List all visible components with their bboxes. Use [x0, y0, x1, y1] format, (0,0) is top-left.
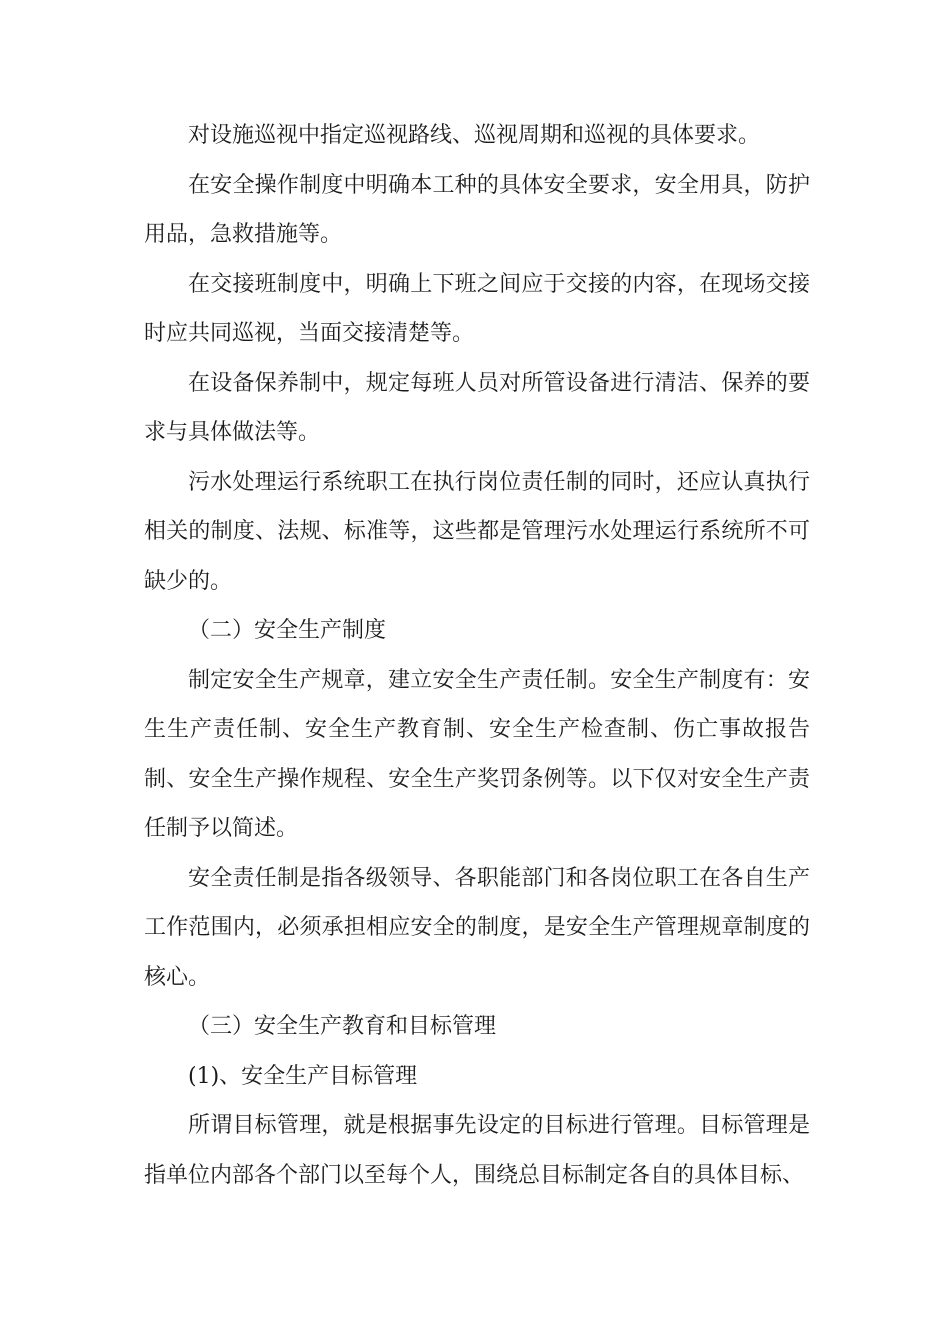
heading-section-3: （三）安全生产教育和目标管理 — [188, 1014, 497, 1039]
paragraph-sewage-staff: 污水处理运行系统职工在执行岗位责任制的同时，还应认真执行相关的制度、法规、标准等，这些都是管理污水处理运行系统所不可缺少的。 — [144, 469, 810, 594]
document-body — [144, 111, 810, 1200]
paragraph-safe-operation: 在安全操作制度中明确本工种的具体安全要求，安全用具，防护用品，急救措施等。 — [144, 172, 810, 247]
heading-subsection-1: (1)、安全生产目标管理 — [188, 1063, 418, 1089]
paragraph-equipment-maintenance: 在设备保养制中，规定每班人员对所管设备进行清洁、保养的要求与具体做法等。 — [144, 370, 810, 445]
heading-section-2: （二）安全生产制度 — [188, 618, 387, 643]
paragraph-responsibility-system: 安全责任制是指各级领导、各职能部门和各岗位职工在各自生产工作范围内，必须承担相应安全的制度，是安全生产管理规章制度的核心。 — [144, 865, 810, 990]
paragraph-target-management: 所谓目标管理，就是根据事先设定的目标进行管理。目标管理是指单位内部各个部门以至每个人，围绕总目标制定各自的具体目标、 — [144, 1113, 810, 1188]
paragraph-patrol: 对设施巡视中指定巡视路线、巡视周期和巡视的具体要求。 — [188, 123, 761, 148]
paragraph-shift-handover: 在交接班制度中，明确上下班之间应于交接的内容，在现场交接时应共同巡视，当面交接清楚等。 — [144, 271, 810, 346]
paragraph-safety-rules: 制定安全生产规章，建立安全生产责任制。安全生产制度有：安生生产责任制、安全生产教育制、安全生产检查制、伤亡事故报告制、安全生产操作规程、安全生产奖罚条例等。以下仅对安全生产责任制予以简述。 — [144, 667, 810, 841]
